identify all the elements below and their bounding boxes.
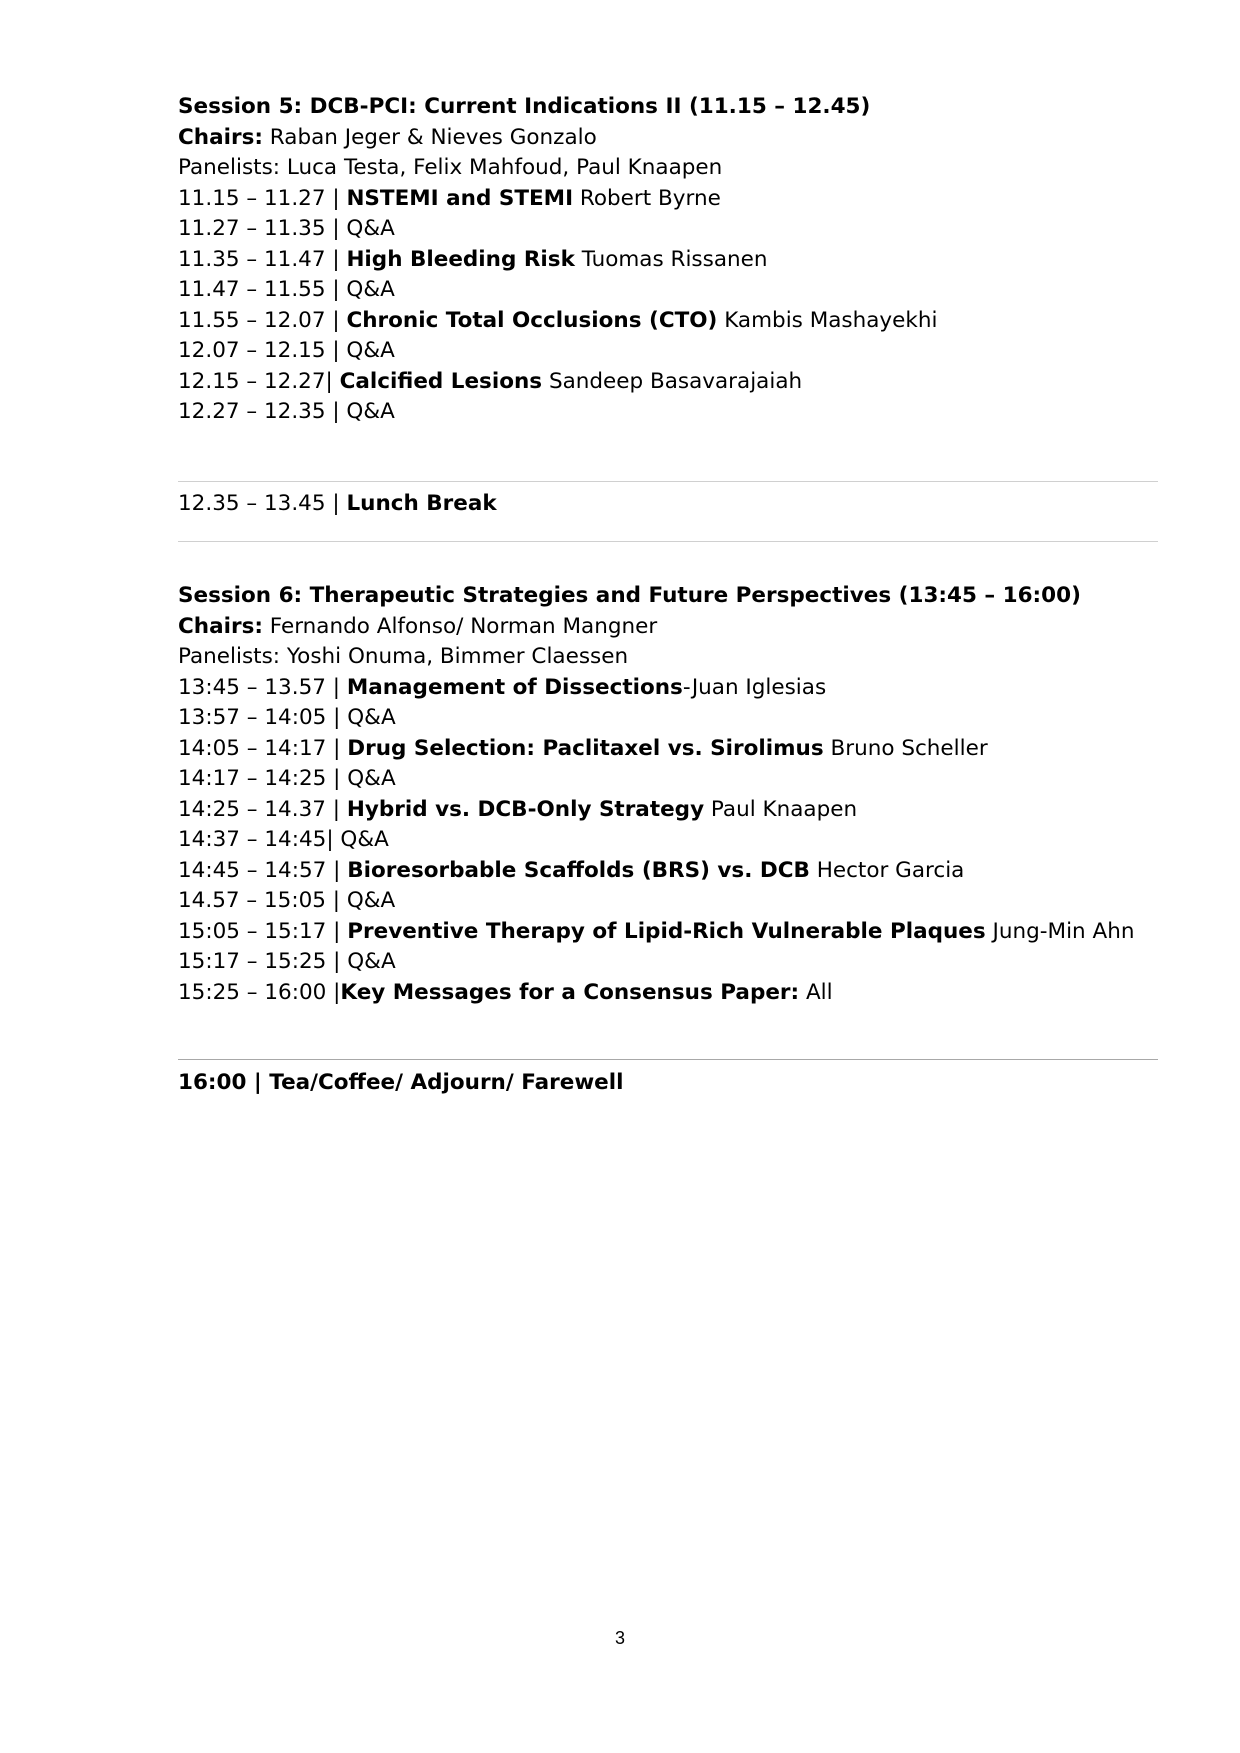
qa-item: 12.07 – 12.15 | Q&A	[178, 338, 395, 363]
session-5-chairs: Chairs: Raban Jeger & Nieves Gonzalo	[178, 124, 597, 150]
agenda-item: 13:45 – 13.57 | Management of Dissections-Juan Iglesias	[178, 674, 827, 700]
qa-item: 14.57 – 15:05 | Q&A	[178, 888, 396, 913]
agenda-item: 14:25 – 14.37 | Hybrid vs. DCB-Only Strategy Paul Knaapen	[178, 796, 858, 822]
agenda-item: 15:25 – 16:00 |Key Messages for a Consensus Paper: All	[178, 979, 833, 1005]
agenda-item: 11.55 – 12.07 | Chronic Total Occlusions (CTO) Kambis Mashayekhi	[178, 307, 938, 333]
agenda-item: 11.35 – 11.47 | High Bleeding Risk Tuomas Rissanen	[178, 246, 768, 272]
session-5-title: Session 5: DCB-PCI: Current Indications II (11.15 – 12.45)	[178, 94, 871, 119]
page-number: 3	[614, 1628, 625, 1648]
agenda-item: 11.15 – 11.27 | NSTEMI and STEMI Robert Byrne	[178, 185, 721, 211]
session-6-panelists: Panelists: Yoshi Onuma, Bimmer Claessen	[178, 644, 629, 669]
agenda-item: 14:05 – 14:17 | Drug Selection: Paclitaxel vs. Sirolimus Bruno Scheller	[178, 735, 988, 761]
qa-item: 15:17 – 15:25 | Q&A	[178, 949, 396, 974]
session-5-panelists: Panelists: Luca Testa, Felix Mahfoud, Paul Knaapen	[178, 155, 723, 180]
qa-item: 14:17 – 14:25 | Q&A	[178, 766, 396, 791]
lunch-break: 12.35 – 13.45 | Lunch Break	[178, 491, 497, 516]
session-5	[178, 92, 1158, 428]
session-6-title: Session 6: Therapeutic Strategies and Future Perspectives (13:45 – 16:00)	[178, 583, 1081, 608]
agenda-item: 12.15 – 12.27| Calcified Lesions Sandeep Basavarajaiah	[178, 368, 803, 394]
agenda-item: 15:05 – 15:17 | Preventive Therapy of Lipid-Rich Vulnerable Plaques Jung-Min Ahn	[178, 918, 1135, 944]
qa-item: 14:37 – 14:45| Q&A	[178, 827, 389, 852]
qa-item: 11.27 – 11.35 | Q&A	[178, 216, 395, 241]
session-6-chairs: Chairs: Fernando Alfonso/ Norman Mangner	[178, 613, 658, 639]
divider	[178, 481, 1158, 482]
divider	[178, 1059, 1158, 1060]
qa-item: 12.27 – 12.35 | Q&A	[178, 399, 395, 424]
qa-item: 13:57 – 14:05 | Q&A	[178, 705, 396, 730]
qa-item: 11.47 – 11.55 | Q&A	[178, 277, 395, 302]
agenda-item: 14:45 – 14:57 | Bioresorbable Scaffolds (BRS) vs. DCB Hector Garcia	[178, 857, 965, 883]
divider	[178, 541, 1158, 542]
closing-line: 16:00 | Tea/Coffee/ Adjourn/ Farewell	[178, 1070, 624, 1095]
session-6	[178, 581, 1158, 1008]
